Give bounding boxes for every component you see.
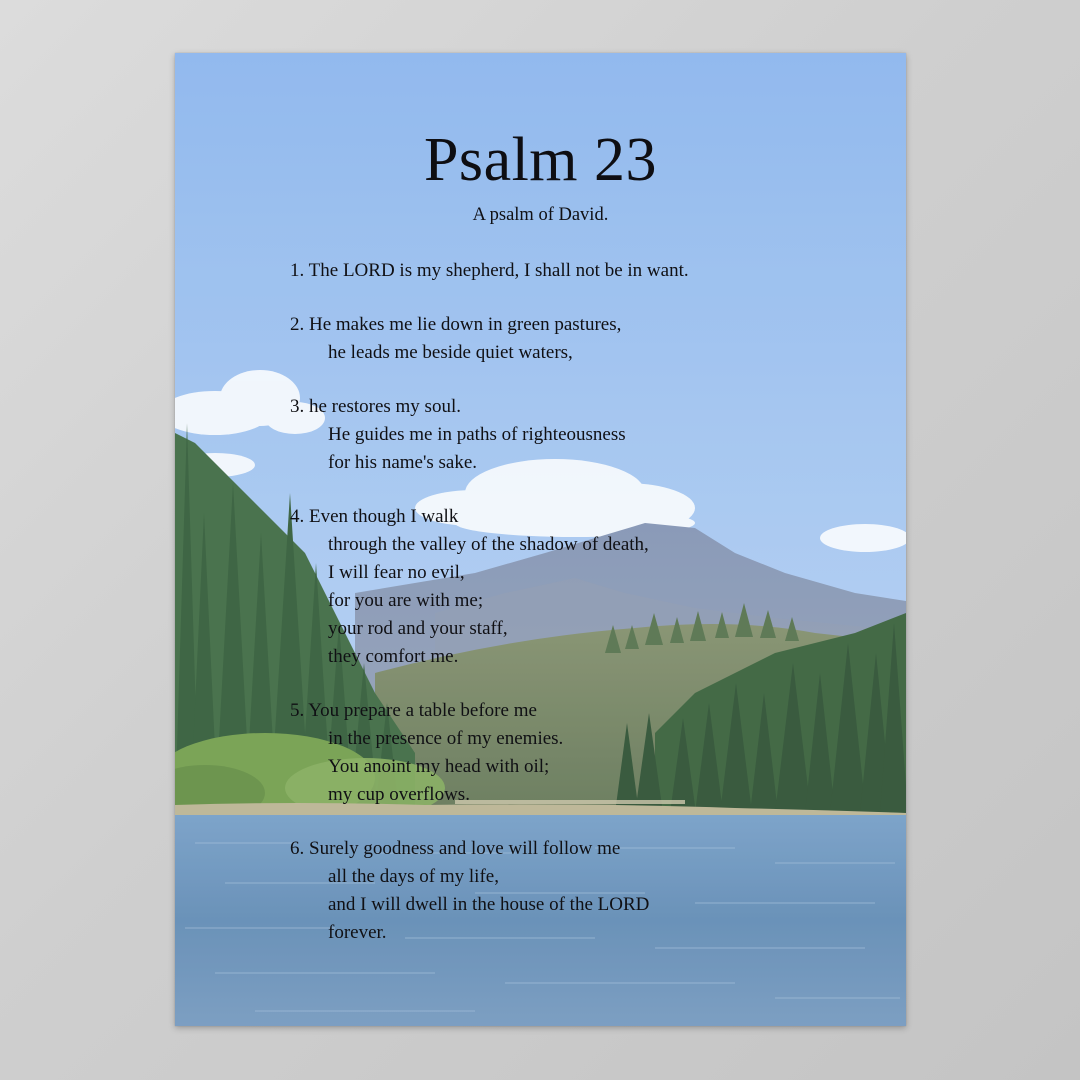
verse-line: he leads me beside quiet waters, xyxy=(328,342,573,363)
verse-line: 4. Even though I walk xyxy=(290,506,459,527)
verse-line: forever. xyxy=(328,922,387,943)
verse-line: 6. Surely goodness and love will follow me xyxy=(290,838,621,859)
verse-line: for you are with me; xyxy=(328,590,484,611)
poster-subtitle: A psalm of David. xyxy=(472,205,609,225)
verse-line: You anoint my head with oil; xyxy=(328,756,550,777)
verse-line: all the days of my life, xyxy=(328,866,499,887)
verse-line: 2. He makes me lie down in green pastures, xyxy=(290,314,622,335)
verse-line: your rod and your staff, xyxy=(328,618,508,639)
verse-line: they comfort me. xyxy=(328,646,459,667)
verse-line: through the valley of the shadow of death, xyxy=(328,534,649,555)
verse-5 xyxy=(290,697,890,809)
verse-2 xyxy=(290,311,890,367)
verse-6 xyxy=(290,835,890,947)
verse-line: I will fear no evil, xyxy=(328,562,465,583)
verse-line: for his name's sake. xyxy=(328,452,478,473)
verse-line: and I will dwell in the house of the LORD xyxy=(328,894,650,915)
verse-line: my cup overflows. xyxy=(328,784,470,805)
verse-line: 1. The LORD is my shepherd, I shall not be in want. xyxy=(290,260,689,281)
verse-line: 3. he restores my soul. xyxy=(290,396,461,417)
verse-list xyxy=(290,257,890,947)
verse-3 xyxy=(290,393,890,477)
verse-line: He guides me in paths of righteousness xyxy=(328,424,626,445)
psalm-poster xyxy=(175,53,906,1026)
verse-1 xyxy=(290,257,890,285)
verse-line: 5. You prepare a table before me xyxy=(290,700,537,721)
verse-4 xyxy=(290,503,890,671)
poster-title: Psalm 23 xyxy=(423,126,658,194)
verse-line: in the presence of my enemies. xyxy=(328,728,564,749)
